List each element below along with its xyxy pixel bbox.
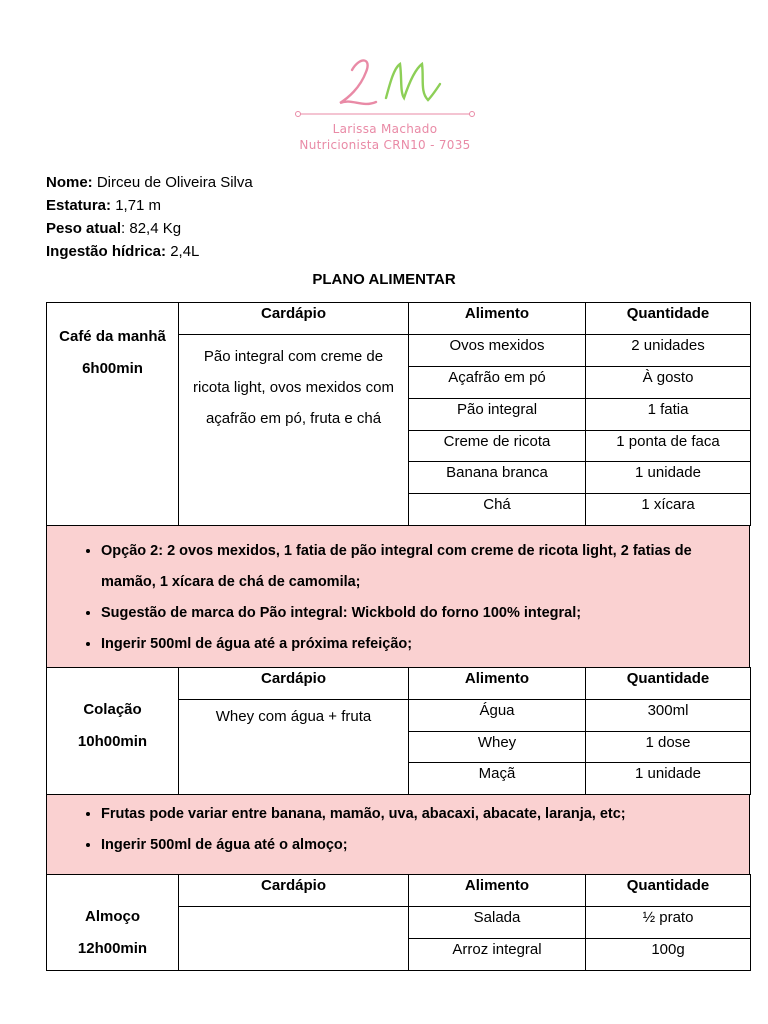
food-header: Alimento [409, 668, 586, 700]
qty-item: 1 unidade [586, 763, 751, 795]
qty-item: À gosto [586, 367, 751, 399]
menu-description [179, 907, 409, 971]
qty-item: 100g [586, 939, 751, 971]
menu-header: Cardápio [179, 668, 409, 700]
meal-name-cell [47, 303, 179, 526]
note-item: • Ingerir 500ml de água até o almoço; [101, 830, 749, 861]
qty-item: 1 dose [586, 732, 751, 763]
food-item: Whey [409, 732, 586, 763]
food-item: Arroz integral [409, 939, 586, 971]
patient-name-label: Nome: [46, 174, 93, 191]
note-item: • Opção 2: 2 ovos mexidos, 1 fatia de pão integral com creme de ricota light, 2 fatias de mamão, 1 xícara de chá de camomila; [101, 536, 749, 598]
qty-item: 1 unidade [586, 462, 751, 494]
patient-weight-line [46, 217, 253, 240]
nutritionist-logo [290, 48, 480, 158]
food-item: Chá [409, 494, 586, 526]
qty-item: ½ prato [586, 907, 751, 939]
note-item: • Ingerir 500ml de água até a próxima refeição; [101, 629, 749, 660]
patient-water-line [46, 240, 253, 263]
qty-header: Quantidade [586, 303, 751, 335]
meal-time: 6h00min [82, 360, 143, 377]
menu-header: Cardápio [179, 303, 409, 335]
nutritionist-name: Larissa Machado [332, 122, 438, 136]
qty-item: 1 fatia [586, 399, 751, 431]
menu-description: Whey com água + fruta [179, 700, 409, 795]
meal-table-snack [46, 667, 751, 795]
food-item: Salada [409, 907, 586, 939]
qty-item: 1 ponta de faca [586, 431, 751, 462]
food-item: Creme de ricota [409, 431, 586, 462]
patient-water-label: Ingestão hídrica: [46, 243, 167, 260]
menu-description: Pão integral com creme de ricota light, ovos mexidos com açafrão em pó, fruta e chá [179, 335, 409, 526]
meal-time: 10h00min [77, 733, 148, 750]
notes-breakfast [46, 525, 750, 668]
food-item: Maçã [409, 763, 586, 795]
patient-height-label: Estatura: [46, 197, 112, 214]
meal-name: Almoço [84, 908, 140, 925]
meal-name: Café da manhã [59, 328, 166, 345]
qty-header: Quantidade [586, 875, 751, 907]
meal-time: 12h00min [77, 940, 148, 957]
plan-title: PLANO ALIMENTAR [312, 271, 456, 288]
note-item: • Frutas pode variar entre banana, mamão, uva, abacaxi, abacate, laranja, etc; [101, 799, 749, 830]
patient-info [46, 171, 253, 263]
meal-table-breakfast [46, 302, 751, 526]
patient-height-line [46, 194, 253, 217]
patient-weight-value: : 82,4 Kg [121, 220, 182, 237]
notes-snack [46, 794, 750, 875]
food-header: Alimento [409, 875, 586, 907]
meal-table-lunch [46, 874, 751, 971]
food-item: Água [409, 700, 586, 732]
qty-item: 2 unidades [586, 335, 751, 367]
food-header: Alimento [409, 303, 586, 335]
meal-name-cell [47, 668, 179, 795]
food-item: Banana branca [409, 462, 586, 494]
patient-name-value: Dirceu de Oliveira Silva [92, 174, 253, 191]
note-item: • Sugestão de marca do Pão integral: Wickbold do forno 100% integral; [101, 598, 749, 629]
food-item: Açafrão em pó [409, 367, 586, 399]
patient-name-line [46, 171, 253, 194]
qty-item: 300ml [586, 700, 751, 732]
meal-name-cell [47, 875, 179, 971]
patient-water-value: 2,4L [166, 243, 200, 260]
food-item: Pão integral [409, 399, 586, 431]
qty-item: 1 xícara [586, 494, 751, 526]
meal-name: Colação [83, 701, 142, 718]
food-item: Ovos mexidos [409, 335, 586, 367]
patient-height-value: 1,71 m [111, 197, 162, 214]
qty-header: Quantidade [586, 668, 751, 700]
menu-header: Cardápio [179, 875, 409, 907]
nutritionist-crn: Nutricionista CRN10 - 7035 [299, 138, 471, 152]
patient-weight-label: Peso atual [46, 220, 122, 237]
